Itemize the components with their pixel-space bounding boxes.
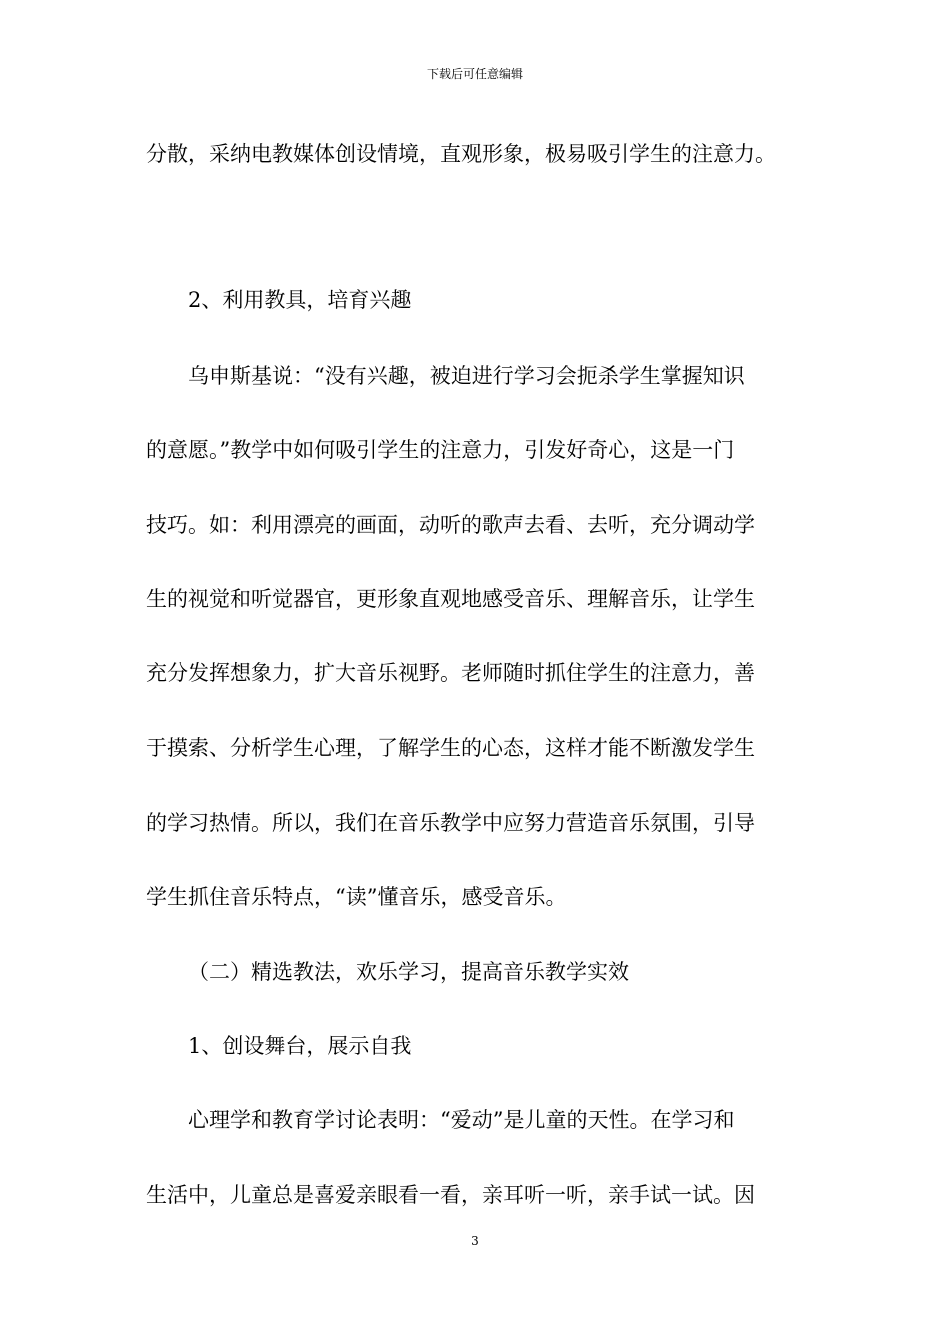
- text-line: 技巧。如：利用漂亮的画面，动听的歌声去看、去听，充分调动学: [146, 513, 755, 537]
- page-header: 下载后可任意编辑: [426, 67, 523, 81]
- text-line: 于摸索、分析学生心理，了解学生的心态，这样才能不断激发学生: [146, 736, 755, 760]
- section-heading: 2、利用教具，培育兴趣: [188, 288, 412, 312]
- section-heading: 1、创设舞台，展示自我: [188, 1034, 412, 1058]
- text-line: 的意愿。”教学中如何吸引学生的注意力，引发好奇心，这是一门: [146, 438, 735, 462]
- text-line: 乌申斯基说：“没有兴趣，被迫进行学习会扼杀学生掌握知识: [188, 364, 745, 388]
- text-line: 心理学和教育学讨论表明：“爱动”是儿童的天性。在学习和: [188, 1108, 735, 1132]
- text-line: 生的视觉和听觉器官，更形象直观地感受音乐、理解音乐，让学生: [146, 587, 755, 611]
- text-line: 生活中，儿童总是喜爱亲眼看一看，亲耳听一听，亲手试一试。因: [146, 1183, 755, 1207]
- text-line: 的学习热情。所以，我们在音乐教学中应努力营造音乐氛围，引导: [146, 811, 755, 835]
- text-line: 学生抓住音乐特点，“读”懂音乐，感受音乐。: [146, 885, 567, 909]
- text-line: 分散，采纳电教媒体创设情境，直观形象，极易吸引学生的注意力。: [146, 142, 776, 166]
- text-line: 充分发挥想象力，扩大音乐视野。老师随时抓住学生的注意力，善: [146, 661, 755, 685]
- section-heading: （二）精选教法，欢乐学习，提高音乐教学实效: [188, 960, 629, 984]
- page-number: 3: [471, 1234, 479, 1248]
